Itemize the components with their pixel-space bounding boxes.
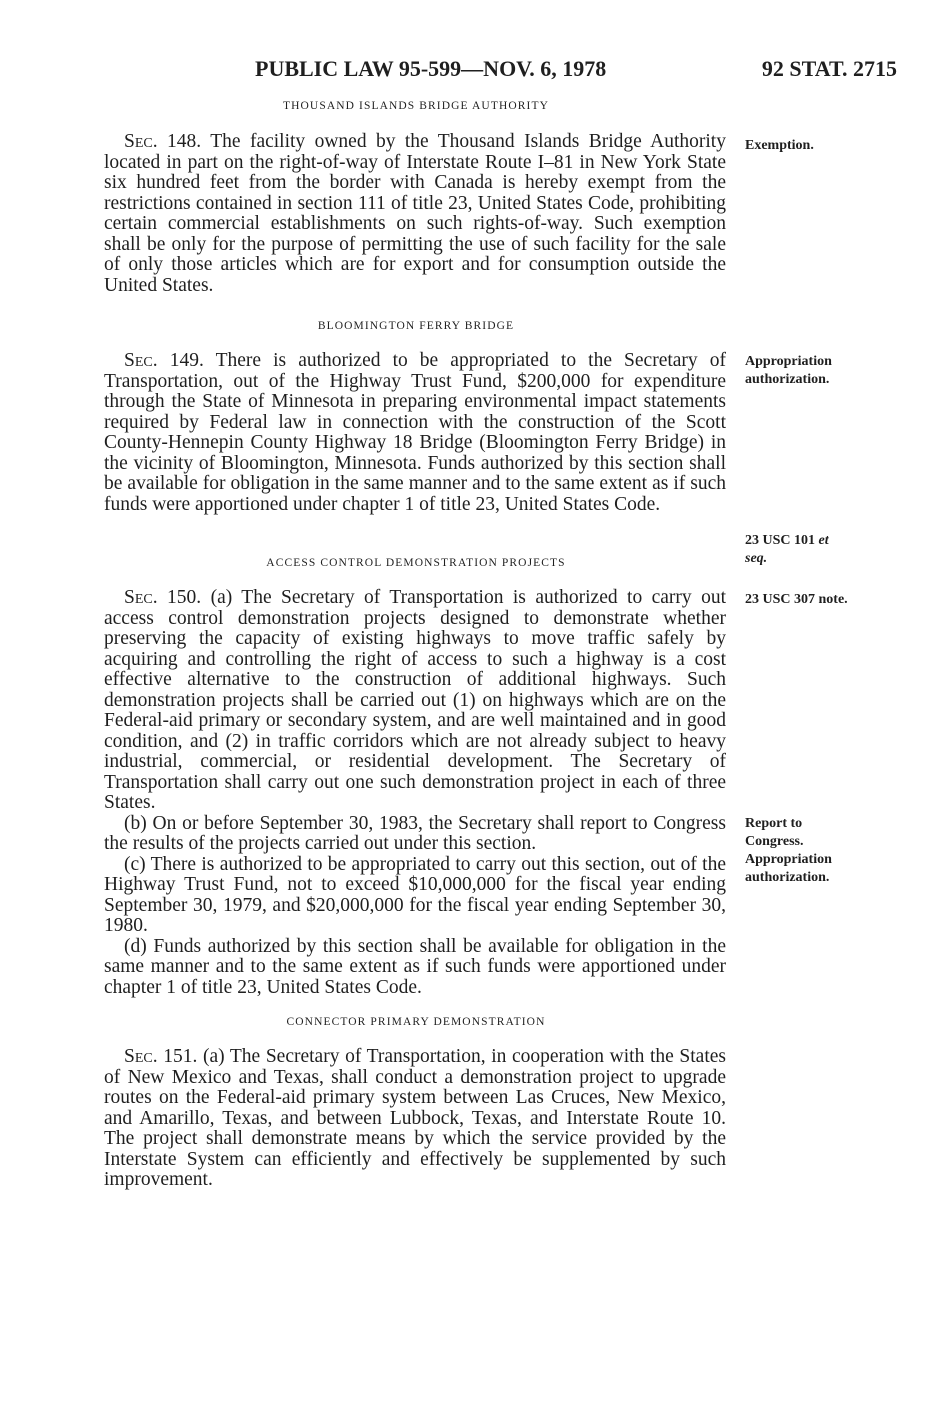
section-148-body — [104, 132, 726, 296]
margin-note-23-usc-307: 23 USC 307 note. — [745, 592, 848, 607]
margin-note-appropriation-2 — [745, 851, 895, 887]
margin-note-report-line2: Congress. — [745, 834, 804, 849]
margin-note-report-to-congress — [745, 815, 895, 851]
usc-101-main: 23 USC 101 — [745, 533, 816, 548]
margin-note-exemption: Exemption. — [745, 138, 814, 153]
section-151-heading: CONNECTOR PRIMARY DEMONSTRATION — [286, 1016, 546, 1028]
section-149-heading: BLOOMINGTON FERRY BRIDGE — [317, 320, 515, 332]
section-150-heading: ACCESS CONTROL DEMONSTRATION PROJECTS — [266, 557, 566, 569]
section-149-body — [104, 351, 726, 515]
page-header-title: PUBLIC LAW 95-599—NOV. 6, 1978 — [255, 56, 607, 81]
section-149-paragraph — [104, 351, 726, 515]
section-151-label: Sec. 151. — [124, 1046, 198, 1067]
section-150-body — [104, 588, 726, 998]
section-148-label: Sec. 148. — [124, 131, 202, 152]
usc-101-seq: seq. — [745, 551, 768, 566]
margin-note-appropriation-1 — [745, 353, 895, 389]
margin-note-appropriation-2-line1: Appropriation — [745, 852, 832, 867]
section-151-body — [104, 1047, 726, 1191]
page-header-stat-ref: 92 STAT. 2715 — [761, 56, 897, 81]
section-150-text-a: (a) The Secretary of Transportation is authorized to carry out access control demonstration projects designed to demonstrate whether preserving the capacity of existing highways to move traffic safely by acquiring and controlling the right of access to such a highway is a cost effective alternative to the construction of additional highways. Such demonstration projects shall be carried out (1) on highways which are on the Federal-aid primary or secondary system, and are well maintained and in good condition, and (2) in traffic corridors which are not already subject to heavy industrial, commercial, or residential development. The Secretary of Transportation shall carry out one such demonstration project in each of three States. — [104, 587, 726, 813]
usc-101-et: et — [818, 533, 829, 548]
margin-note-appropriation-1-line2: authorization. — [745, 372, 830, 387]
section-148-heading: THOUSAND ISLANDS BRIDGE AUTHORITY — [283, 100, 549, 112]
section-150-label: Sec. 150. — [124, 587, 202, 608]
section-151-paragraph — [104, 1047, 726, 1191]
section-150-paragraph-d: (d) Funds authorized by this section shall be available for obligation in the same manner and to the same extent as if such funds were apportioned under chapter 1 of title 23, United States Code. — [104, 935, 726, 998]
section-149-label: Sec. 149. — [124, 350, 204, 371]
section-150-paragraph-a — [104, 588, 726, 814]
margin-note-23-usc-101-line2 — [745, 550, 895, 568]
margin-note-report-line1: Report to — [745, 816, 803, 831]
margin-note-appropriation-1-line1: Appropriation — [745, 354, 832, 369]
margin-note-23-usc-101-line1 — [745, 532, 895, 550]
section-149-text: There is authorized to be appropriated to the Secretary of Transportation, out of the Highway Trust Fund, $200,000 for expenditure through the State of Minnesota in preparing environmental impact statements required by Federal law in connection with the construction of the Scott County-Hennepin County Highway 18 Bridge (Bloomington Ferry Bridge) in the vicinity of Bloomington, Minnesota. Funds authorized by this section shall be available for obligation in the same manner and to the same extent as if such funds were apportioned under chapter 1 of title 23, United States Code. — [104, 350, 726, 515]
margin-note-appropriation-2-line2: authorization. — [745, 870, 830, 885]
section-148-text: The facility owned by the Thousand Islands Bridge Authority located in part on the right-of-way of Interstate Route I–81 in New York State six hundred feet from the border with Canada is hereby exempt from the restrictions contained in section 111 of title 23, United States Code, prohibiting certain commercial establishments on such rights-of-way. Such exemption shall be only for the purpose of permitting the use of such facility for the sale of only those articles which are for export and for consumption outside the United States. — [104, 131, 726, 296]
section-150-paragraph-b: (b) On or before September 30, 1983, the Secretary shall report to Congress the results of the projects carried out under this section. — [104, 812, 726, 854]
section-150-paragraph-c: (c) There is authorized to be appropriated to carry out this section, out of the Highway Trust Fund, not to exceed $10,000,000 for the fiscal year ending September 30, 1979, and $20,000,000 for the fiscal year ending September 30, 1980. — [104, 853, 726, 936]
section-151-text: (a) The Secretary of Transportation, in cooperation with the States of New Mexico and Texas, shall conduct a demonstration project to upgrade routes on the Federal-aid primary system between Las Cruces, New Mexico, and Amarillo, Texas, and between Lubbock, Texas, and Interstate Route 10. The project shall demonstrate means by which the service provided by the Interstate System can efficiently and effectively be supplemented by such improvement. — [104, 1046, 726, 1190]
margin-note-23-usc-101 — [745, 532, 895, 568]
section-148-paragraph — [104, 132, 726, 296]
